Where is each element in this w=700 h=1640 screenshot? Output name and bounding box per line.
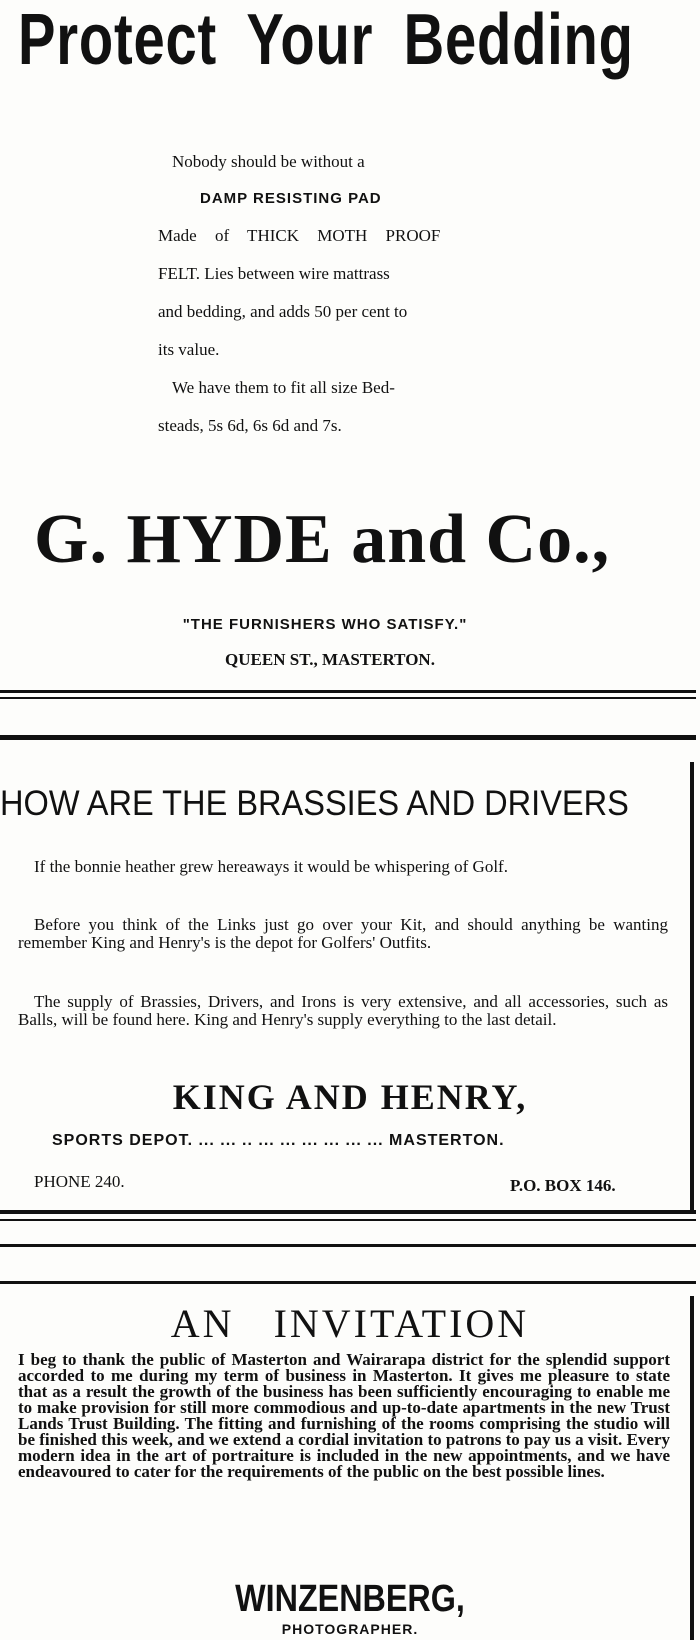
ad-paragraph: I beg to thank the public of Masterton and Wairarapa district for the splendid support accorded to me during my term of business in Masterton. It gives me pleasure to state that as a result the growth of the business has been sufficiently encouraging to enable me to make provision for still more commodious and up-to-date apartments in the new Trust Lands Trust Building. The fitting and furnishing of the rooms comprising the studio will be finished this week, and we extend a cordial invitation to patrons to pay us a visit. Every modern idea in the art of portraiture is included in the new appointments, and we have endeavoured to cater for the requirements of the public on the best possible lines. — [18, 1350, 670, 1481]
studio-name: WINZENBERG, — [235, 1578, 465, 1620]
depot-line: SPORTS DEPOT. ... ... .. ... ... ... ... ... ... MASTERTON. — [52, 1132, 505, 1149]
ad-headline: HOW ARE THE BRASSIES AND DRIVERS — [0, 784, 629, 823]
body-line: We have them to fit all size Bed- — [172, 378, 395, 397]
studio-subtitle: PHOTOGRAPHER. — [281, 1621, 419, 1637]
paragraph-text: The supply of Brassies, Drivers, and Irons is very extensive, and all accessories, such as Balls, will be found here. King and Henry's supply everything to the last detail. — [18, 992, 668, 1029]
separator-rule — [0, 1219, 696, 1221]
paragraph-text: If the bonnie heather grew hereaways it would be whispering of Golf. — [34, 857, 508, 876]
product-name: DAMP RESISTING PAD — [200, 190, 382, 207]
body-line: steads, 5s 6d, 6s 6d and 7s. — [158, 416, 342, 435]
po-box: P.O. BOX 146. — [510, 1176, 616, 1195]
body-line: its value. — [158, 340, 220, 359]
phone-number: PHONE 240. — [34, 1172, 125, 1191]
separator-rule — [0, 697, 696, 699]
bedding-advertisement — [0, 0, 700, 700]
border-line — [690, 762, 694, 1210]
store-tagline: "THE FURNISHERS WHO SATISFY." — [182, 616, 468, 633]
ad-headline: AN INVITATION — [170, 1301, 530, 1346]
body-line: and bedding, and adds 50 per cent to — [158, 302, 408, 321]
ad-headline: Protect Your Bedding — [18, 0, 634, 80]
store-name: G. HYDE and Co., — [34, 501, 611, 578]
paragraph-text: Before you think of the Links just go over your Kit, and should anything be wanting remember King and Henry's is the depot for Golfers' Outfits. — [18, 915, 668, 952]
separator-rule — [0, 1210, 696, 1214]
store-name: KING AND HENRY, — [172, 1077, 528, 1117]
border-line — [690, 1296, 694, 1640]
body-line: Made of THICK MOTH PROOF — [158, 226, 441, 245]
body-line: Nobody should be without a — [172, 152, 365, 171]
store-address: QUEEN ST., MASTERTON. — [225, 650, 435, 669]
ad-paragraph — [18, 993, 668, 1029]
separator-rule — [0, 735, 696, 740]
ad-paragraph — [18, 916, 668, 952]
separator-rule — [0, 1244, 696, 1247]
separator-rule — [0, 1281, 696, 1284]
ad-paragraph — [18, 858, 668, 876]
body-line: FELT. Lies between wire mattrass — [158, 264, 390, 283]
separator-rule — [0, 690, 696, 693]
